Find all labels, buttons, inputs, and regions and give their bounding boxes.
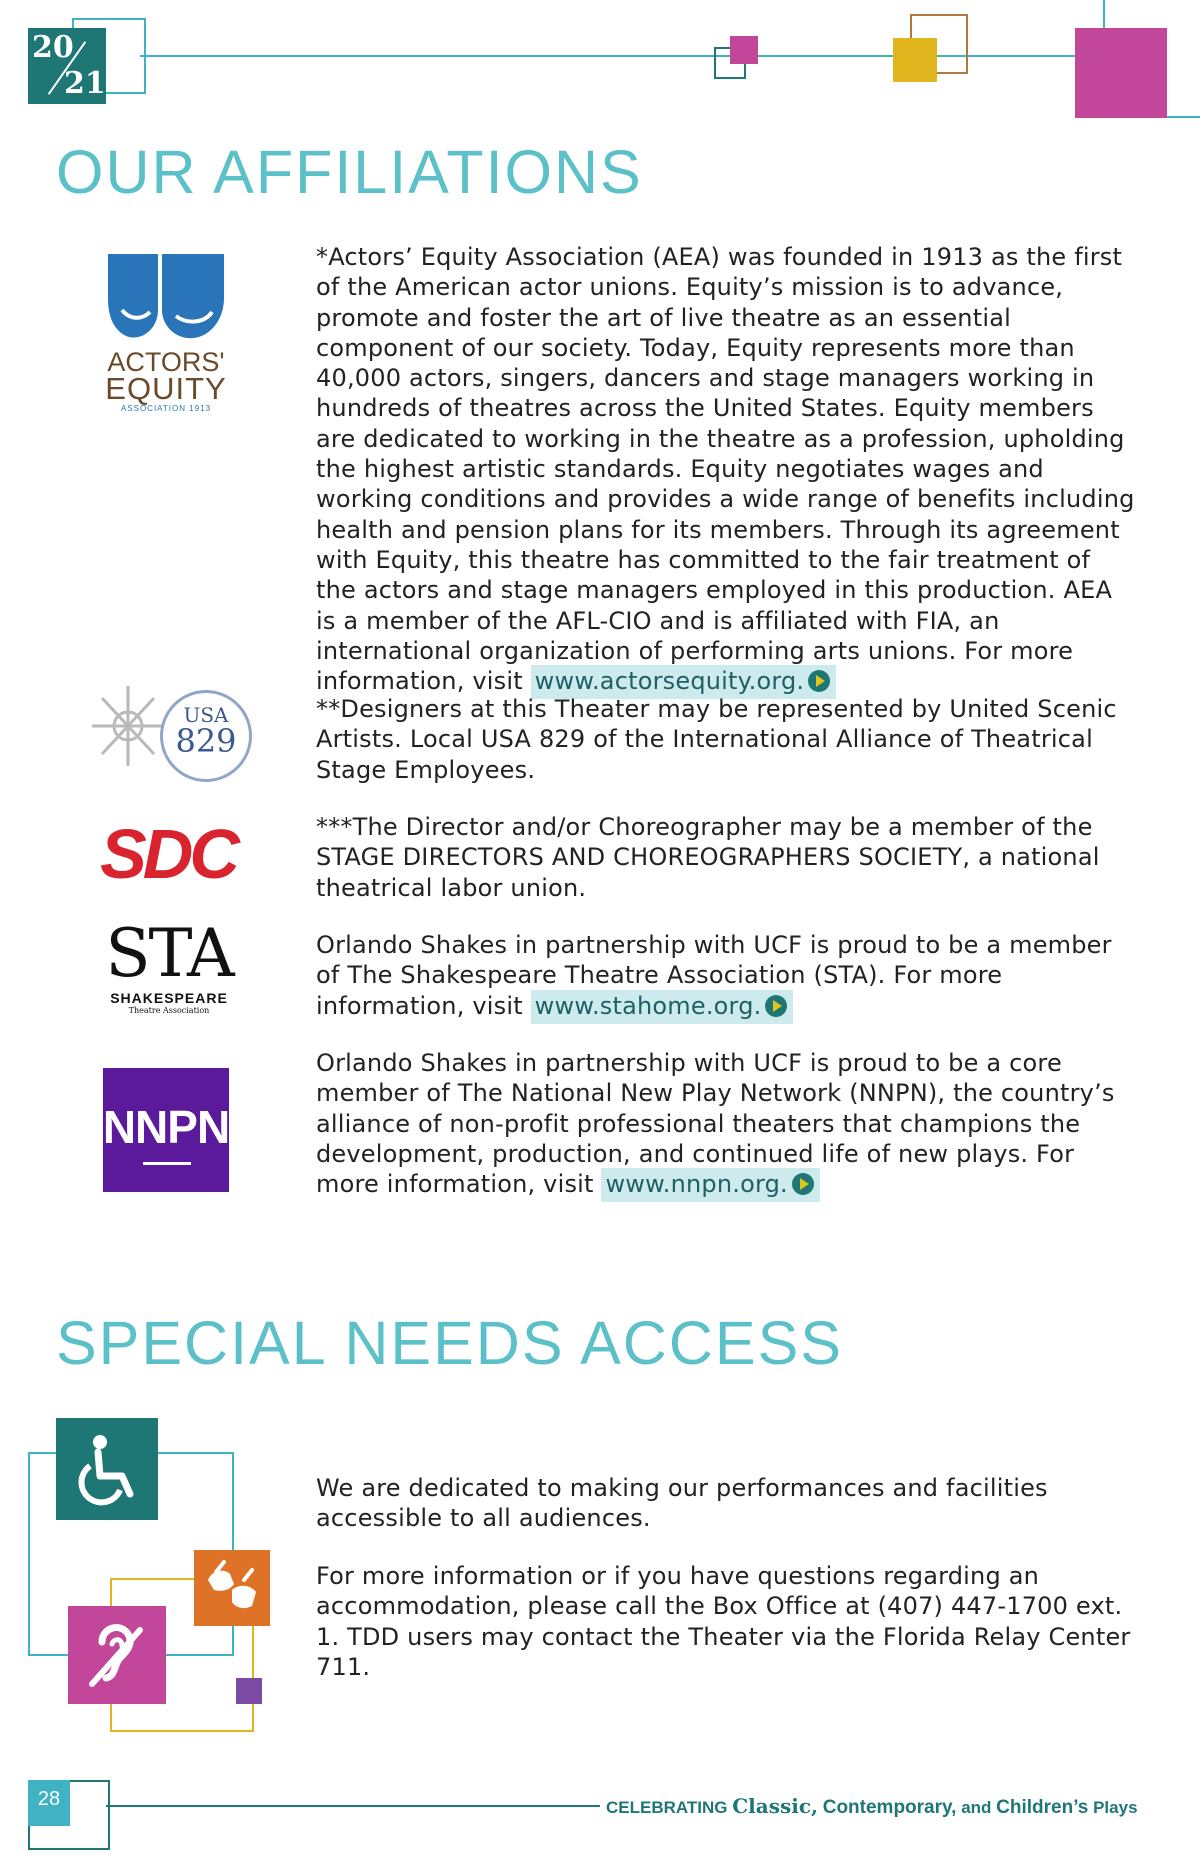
sign-language-icon (194, 1550, 270, 1626)
usa-paragraph: **Designers at this Theater may be represented by United Scenic Artists. Local USA 829 of the International Alliance of Theatrical Stage Employees. (316, 695, 1117, 784)
footer-celebrating: CELEBRATING (606, 1798, 728, 1817)
page-number: 28 (37, 1788, 61, 1810)
nnpn-link[interactable] (601, 1168, 819, 1202)
nnpn-logo-text: NNPN (103, 1101, 229, 1153)
usa-829-top: USA (183, 703, 229, 727)
sta-main: STA (105, 915, 233, 992)
footer-plays: Plays (1093, 1798, 1138, 1817)
theatre-masks-icon (100, 250, 232, 345)
sta-sub: SHAKESPEARE (110, 990, 228, 1006)
sdc-paragraph: ***The Director and/or Choreographer may be a member of the STAGE DIRECTORS AND CHOREOGRAPHERS SOCIETY, a national theatrical labor union. (316, 813, 1100, 902)
header-rule (140, 55, 1130, 57)
play-arrow-icon[interactable] (765, 995, 787, 1017)
deco-square-gold (893, 38, 937, 82)
play-arrow-icon[interactable] (792, 1173, 814, 1195)
sta-text: Orlando Shakes in partnership with UCF is proud to be a member of The Shakespeare Theatre Association (STA). For more information, visit (316, 931, 1112, 1020)
access-paragraph-2: For more information or if you have questions regarding an accommodation, please call the Box Office at (407) 447-1700 ext. 1. TDD users may contact the Theater via the Florida Relay Center 711. (316, 1562, 1131, 1681)
usa-829-seal (160, 690, 252, 782)
header-decoration (0, 0, 1200, 130)
aea-text: *Actors’ Equity Association (AEA) was founded in 1913 as the first of the American actor unions. Equity’s mission is to advance, promote and foster the art of live theatre as an essential component of our society. Today, Equity represents more than 40,000 actors, singers, dancers and stage managers working in hundreds of theatres across the United States. Equity members are dedicated to working in the theatre as a profession, upholding the highest artistic standards. Equity negotiates wages and working conditions and provides a wide range of benefits including health and pension plans for its members. Through its agreement with Equity, this theatre has committed to the fair treatment of the actors and stage managers employed in this production. AEA is a member of the AFL-CIO and is affiliated with FIA, an international organization of performing arts unions. For more information, visit (316, 243, 1135, 696)
sdc-logo: SDC (100, 815, 236, 893)
hearing-assistance-icon (68, 1606, 166, 1704)
aea-line3: ASSOCIATION 1913 (120, 404, 212, 413)
wheelchair-tile (56, 1418, 158, 1520)
sta-link-text[interactable]: www.stahome.org. (534, 991, 762, 1020)
footer-and: and (961, 1798, 992, 1817)
aea-paragraph (316, 242, 1136, 696)
nnpn-link-text[interactable]: www.nnpn.org. (605, 1170, 788, 1199)
sta-link[interactable] (531, 990, 794, 1024)
aea-line1: ACTORS' (107, 347, 225, 377)
deco-square-magenta-small (730, 36, 758, 64)
iatse-emblem-icon (88, 682, 168, 772)
access-title: SPECIAL NEEDS ACCESS (56, 1309, 843, 1377)
deco-vertical-rule (1103, 0, 1105, 30)
usa-829-number: 829 (175, 722, 237, 760)
sta-paragraph (316, 930, 1136, 1021)
footer-childrens: Children’s (996, 1797, 1089, 1818)
hearing-tile (68, 1606, 166, 1704)
play-arrow-icon[interactable] (808, 670, 830, 692)
nnpn-logo (103, 1068, 229, 1192)
season-year-start: 20 (32, 30, 74, 65)
footer-classic: Classic, (732, 1794, 818, 1818)
access-icons-graphic (0, 1410, 290, 1730)
sta-sub2: Theatre Association (128, 1006, 210, 1015)
season-year-end: 21 (64, 66, 106, 101)
deco-square-magenta-large (1075, 28, 1167, 118)
affiliations-title: OUR AFFILIATIONS (56, 138, 643, 206)
aea-link-text[interactable]: www.actorsequity.org. (534, 667, 805, 696)
footer (0, 1770, 1200, 1855)
nnpn-logo-rule (143, 1162, 191, 1165)
footer-contemporary: Contemporary, (822, 1797, 957, 1818)
footer-tagline (606, 1794, 1138, 1819)
aea-line2: EQUITY (105, 371, 227, 406)
nnpn-paragraph (316, 1048, 1136, 1199)
sta-logo (104, 915, 234, 1028)
season-badge (28, 28, 106, 104)
footer-rule (106, 1805, 600, 1807)
deco-right-rule (1167, 116, 1200, 118)
actors-equity-logo (100, 250, 232, 413)
wheelchair-icon (56, 1418, 158, 1520)
access-purple-square (236, 1678, 262, 1704)
sign-language-tile (194, 1550, 270, 1626)
nnpn-text: Orlando Shakes in partnership with UCF is proud to be a core member of The National New Play Network (NNPN), the country’s alliance of non-profit professional theaters that champions the development, production, and continued life of new plays. For more information, visit (316, 1049, 1115, 1199)
usa-829-logo (88, 682, 248, 782)
access-paragraph-1: We are dedicated to making our performances and facilities accessible to all audiences. (316, 1474, 1048, 1533)
